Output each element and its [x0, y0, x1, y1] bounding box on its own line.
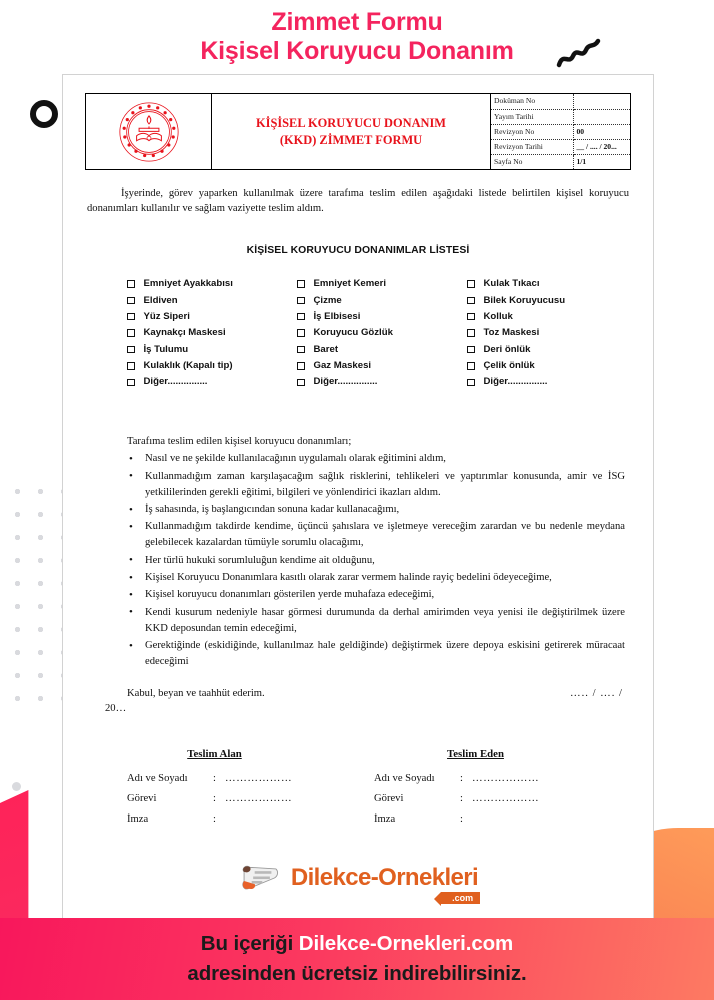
meta-key: Yayım Tarihi [491, 109, 573, 124]
meta-row [491, 124, 630, 139]
ppe-checkbox-item[interactable] [467, 358, 631, 374]
ppe-label: Diğer............... [483, 376, 548, 388]
ppe-label: Diğer............... [143, 376, 208, 388]
meta-key: Doküman No [491, 94, 573, 109]
signature-column-deliverer [374, 748, 621, 831]
commitment-item: • Her türlü hukuki sorumluluğun kendime ait olduğunu, [127, 553, 625, 569]
checkbox-icon[interactable] [467, 346, 475, 354]
footer-line-1 [201, 929, 513, 959]
signature-value[interactable]: ……………… [225, 772, 293, 784]
meta-value [573, 109, 630, 124]
checkbox-icon[interactable] [297, 313, 305, 321]
scroll-pencil-icon [238, 861, 282, 895]
ppe-checkbox-item[interactable] [297, 292, 461, 308]
checkbox-icon[interactable] [467, 329, 475, 337]
checkbox-icon[interactable] [127, 346, 135, 354]
commitment-item: • Kişisel koruyucu donanımları gösterilen yerde muhafaza edeceğimi, [127, 587, 625, 603]
signature-label: Adı ve Soyadı [127, 772, 188, 784]
document-sheet [62, 74, 654, 922]
ppe-label: Çelik önlük [483, 360, 535, 372]
ppe-label: Yüz Siperi [143, 310, 190, 322]
meta-key: Sayfa No [491, 154, 573, 169]
single-dot-decoration [12, 782, 21, 791]
commitment-item: • Kullanmadığım zaman karşılaşacağım sağlık risklerini, tehlikeleri ve yaptırımlar konusunda, amir ve İSG yetkililerinden gerekli eğitimi, bilgileri ve yönlendirici ikazları aldım. [127, 469, 625, 501]
ppe-label: Emniyet Kemeri [313, 278, 387, 290]
ppe-checkbox-item[interactable] [127, 341, 291, 357]
meta-row [491, 94, 630, 109]
ppe-checkbox-item[interactable] [127, 358, 291, 374]
ppe-label: Çizme [313, 294, 342, 306]
ppe-label: Deri önlük [483, 343, 531, 355]
signature-colon: : [460, 772, 463, 784]
footer-brand: Dilekce-Ornekleri.com [298, 932, 514, 956]
ppe-checkbox-item[interactable] [467, 374, 631, 390]
signature-row [374, 769, 621, 790]
header-logo-cell [86, 94, 212, 170]
signature-value[interactable] [225, 810, 374, 831]
meta-row [491, 109, 630, 124]
ppe-checkbox-item[interactable] [127, 374, 291, 390]
checkbox-icon[interactable] [467, 379, 475, 387]
signature-row [374, 789, 621, 810]
meta-value [573, 94, 630, 109]
acceptance-row [85, 686, 631, 702]
promo-footer-banner [0, 918, 714, 1000]
meta-key: Revizyon Tarihi [491, 139, 573, 154]
ppe-checkbox-item[interactable] [297, 358, 461, 374]
squiggle-icon [556, 36, 602, 70]
signature-colon: : [213, 772, 216, 784]
ppe-label: Kulak Tıkacı [483, 278, 540, 290]
commitment-item: • Gerektiğinde (eskidiğinde, kullanılmaz hale geldiğinde) değiştirmek üzere depoya eskisini getirerek müracaat edeceğimi [127, 638, 625, 670]
signature-column-receiver [127, 748, 374, 831]
commitments-list [127, 451, 625, 670]
meta-row [491, 154, 630, 169]
ppe-checkbox-item[interactable] [127, 325, 291, 341]
ppe-label: İş Tulumu [143, 343, 189, 355]
signature-row [127, 789, 374, 810]
checkbox-icon[interactable] [127, 280, 135, 288]
document-header-table [85, 93, 631, 170]
header-meta-cell [491, 94, 631, 170]
promo-headline [0, 8, 714, 66]
signature-title: Teslim Eden [447, 747, 504, 760]
signature-block [85, 748, 631, 831]
meta-value: 00 [573, 124, 630, 139]
ppe-label: İş Elbisesi [313, 310, 361, 322]
signature-row [127, 769, 374, 790]
ppe-checkbox-item[interactable] [467, 292, 631, 308]
signature-colon: : [460, 793, 463, 805]
signature-label: İmza [127, 814, 149, 826]
ppe-checkbox-item[interactable] [127, 292, 291, 308]
promo-headline-line1: Zimmet Formu [271, 8, 443, 36]
ppe-column-3 [467, 276, 631, 391]
ppe-checkbox-item[interactable] [127, 309, 291, 325]
checkbox-icon[interactable] [467, 313, 475, 321]
header-title-line1: KİŞİSEL KORUYUCU DONANIM [255, 116, 446, 131]
ppe-column-2 [297, 276, 461, 391]
checkbox-icon[interactable] [467, 280, 475, 288]
ppe-column-1 [127, 276, 291, 391]
ppe-label: Kaynakçı Maskesi [143, 327, 226, 339]
checkbox-icon[interactable] [297, 346, 305, 354]
ppe-checkbox-item[interactable] [297, 341, 461, 357]
signature-value[interactable]: ……………… [225, 793, 293, 805]
signature-row [127, 810, 374, 831]
ppe-list-heading: KİŞİSEL KORUYUCU DONANIMLAR LİSTESİ [246, 244, 470, 256]
circle-outline-decoration [30, 100, 58, 128]
ppe-label: Kolluk [483, 310, 513, 322]
meta-key: Revizyon No [491, 124, 573, 139]
watermark-brand: Dilekce-Ornekleri [290, 863, 479, 891]
footer-prefix: Bu içeriği [200, 932, 299, 956]
ppe-label: Kulaklık (Kapalı tip) [143, 360, 233, 372]
ppe-checkbox-item[interactable] [467, 325, 631, 341]
intro-paragraph: İşyerinde, görev yaparken kullanılmak üzere tarafıma teslim edilen aşağıdaki listede belirtilen kişisel koruyucu donanımları kullanılır ve sağlam vaziyette teslim aldım. [87, 188, 629, 215]
footer-line-2: adresinden ücretsiz indirebilirsiniz. [187, 962, 527, 985]
commitment-item: • Kullanmadığım takdirde kendime, üçüncü şahıslara ve işletmeye vereceğim zarardan ve bu nedenle meydana gelebilecek kazalardan tümüyle sorumlu olacağımı, [127, 519, 625, 551]
signature-value[interactable] [472, 810, 621, 831]
ppe-checkbox-item[interactable] [467, 309, 631, 325]
site-watermark [85, 861, 631, 903]
commitments-section [85, 434, 631, 669]
header-title-cell [212, 94, 491, 170]
meta-value: 1/1 [576, 156, 587, 166]
ppe-checkbox-item[interactable] [297, 309, 461, 325]
ppe-label: Baret [313, 343, 339, 355]
ppe-label: Bilek Koruyucusu [483, 294, 566, 306]
watermark-dotcom: .com [441, 892, 480, 904]
commitment-item: • Nasıl ve ne şekilde kullanılacağının uygulamalı olarak eğitimini aldım, [127, 451, 625, 467]
ppe-checkbox-item[interactable] [467, 276, 631, 292]
ppe-label: Eldiven [143, 294, 178, 306]
ppe-label: Emniyet Ayakkabısı [143, 278, 233, 290]
signature-label: Adı ve Soyadı [374, 772, 435, 784]
meta-row [491, 139, 630, 154]
watermark-text-wrap [290, 863, 479, 903]
signature-colon: : [213, 793, 216, 805]
signature-title: Teslim Alan [187, 747, 242, 760]
checkbox-icon[interactable] [127, 297, 135, 305]
ppe-checkbox-grid [85, 276, 631, 391]
ppe-label: Toz Maskesi [483, 327, 540, 339]
checkbox-icon[interactable] [297, 329, 305, 337]
checkbox-icon[interactable] [127, 313, 135, 321]
acceptance-date: ….. / …. / [570, 687, 623, 699]
acceptance-year: 20… [105, 702, 127, 714]
header-meta-table [491, 94, 630, 169]
checkbox-icon[interactable] [127, 379, 135, 387]
signature-colon: : [213, 814, 216, 826]
meta-value: __ / .... / 20... [573, 139, 630, 154]
header-title-line2: (KKD) ZİMMET FORMU [279, 132, 423, 147]
ppe-checkbox-item[interactable] [297, 325, 461, 341]
ppe-checkbox-item[interactable] [127, 276, 291, 292]
ppe-checkbox-item[interactable] [467, 341, 631, 357]
ppe-label: Koruyucu Gözlük [313, 327, 393, 339]
checkbox-icon[interactable] [297, 379, 305, 387]
signature-label: Görevi [127, 793, 157, 805]
checkbox-icon[interactable] [297, 362, 305, 370]
commitment-item: • Kişisel Koruyucu Donanımlara kasıtlı olarak zarar vermem halinde rayiç bedelini ödeyeceğime, [127, 570, 625, 586]
checkbox-icon[interactable] [127, 329, 135, 337]
checkbox-icon[interactable] [467, 362, 475, 370]
meb-seal-icon [118, 101, 180, 163]
checkbox-icon[interactable] [127, 362, 135, 370]
signature-label: İmza [374, 814, 396, 826]
ppe-label: Diğer............... [313, 376, 378, 388]
signature-row [374, 810, 621, 831]
acceptance-text: Kabul, beyan ve taahhüt ederim. [127, 687, 265, 699]
ppe-label: Gaz Maskesi [313, 360, 372, 372]
checkbox-icon[interactable] [467, 297, 475, 305]
signature-value[interactable]: ……………… [472, 793, 540, 805]
checkbox-icon[interactable] [297, 297, 305, 305]
signature-label: Görevi [374, 793, 404, 805]
commitments-lead: Tarafıma teslim edilen kişisel koruyucu donanımları; [127, 436, 352, 448]
signature-colon: : [460, 814, 463, 826]
promo-headline-line2: Kişisel Koruyucu Donanım [200, 37, 514, 65]
ppe-checkbox-item[interactable] [297, 276, 461, 292]
signature-value[interactable]: ……………… [472, 772, 540, 784]
commitment-item: • Kendi kusurum nedeniyle hasar görmesi durumunda da derhal amirimden veya yenisi ile değiştirilmek üzere KKD deposundan temin edeceğimi, [127, 605, 625, 637]
commitment-item: • İş sahasında, iş başlangıcından sonuna kadar kullanacağımı, [127, 502, 625, 518]
ppe-checkbox-item[interactable] [297, 374, 461, 390]
checkbox-icon[interactable] [297, 280, 305, 288]
